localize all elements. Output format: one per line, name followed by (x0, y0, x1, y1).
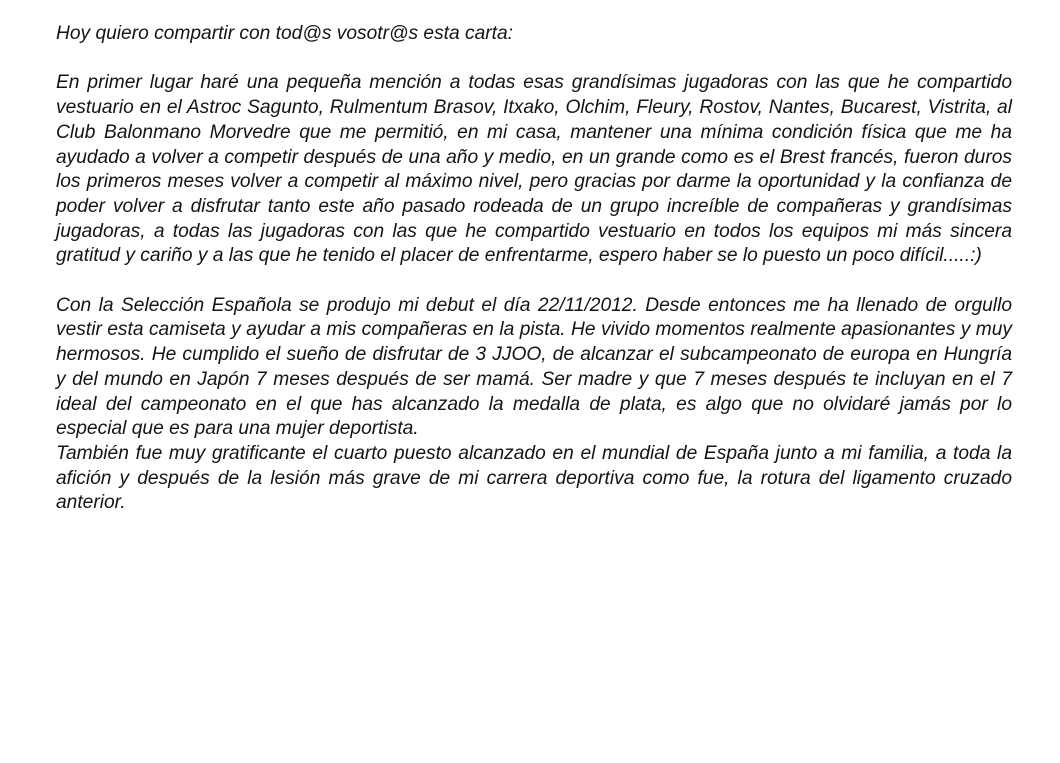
paragraph-spacer (56, 47, 1012, 72)
letter-intro: Hoy quiero compartir con tod@s vosotr@s esta carta: (56, 23, 513, 44)
letter-paragraph-national-team: Con la Selección Española se produjo mi debut el día 22/11/2012. Desde entonces me ha llenado de orgullo vestir esta camiseta y ayudar a mis compañeras en la pista. He vivido momentos realmente apasionantes y muy hermosos. He cumplido el sueño de disfrutar de 3 JJOO, de alcanzar el subcampeonato de europa en Hungría y del mundo en Japón 7 meses después de ser mamá. Ser madre y que 7 meses después te incluyan en el 7 ideal del campeonato en el que has alcanzado la medalla de plata, es algo que no olvidaré jamás por lo especial que es para una mujer deportista. (56, 294, 1012, 440)
letter-paragraph-world-cup: También fue muy gratificante el cuarto puesto alcanzado en el mundial de España junto a mi familia, a toda la afición y después de la lesión más grave de mi carrera deportiva como fue, la rotura del ligamento cruzado anterior. (56, 442, 1012, 514)
paragraph-spacer (56, 269, 1012, 294)
letter-paragraph-teammates: En primer lugar haré una pequeña mención a todas esas grandísimas jugadoras con las que he compartido vestuario en el Astroc Sagunto, Rulmentum Brasov, Itxako, Olchim, Fleury, Rostov, Nantes, Bucarest, Vistrita, al Club Balonmano Morvedre que me permitió, en mi casa, mantener una mínima condición física que me ha ayudado a volver a competir después de una año y medio, en un grande como es el Brest francés, fueron duros los primeros meses volver a competir al máximo nivel, pero gracias por darme la oportunidad y la confianza de poder volver a disfrutar tanto este año pasado rodeada de un grupo increíble de compañeras y grandísimas jugadoras, a todas las jugadoras con las que he compartido vestuario en todos los equipos mi más sincera gratitud y cariño y a las que he tenido el placer de enfrentarme, espero haber se lo puesto un poco difícil.....:) (56, 72, 1012, 267)
letter-body (56, 22, 1012, 516)
